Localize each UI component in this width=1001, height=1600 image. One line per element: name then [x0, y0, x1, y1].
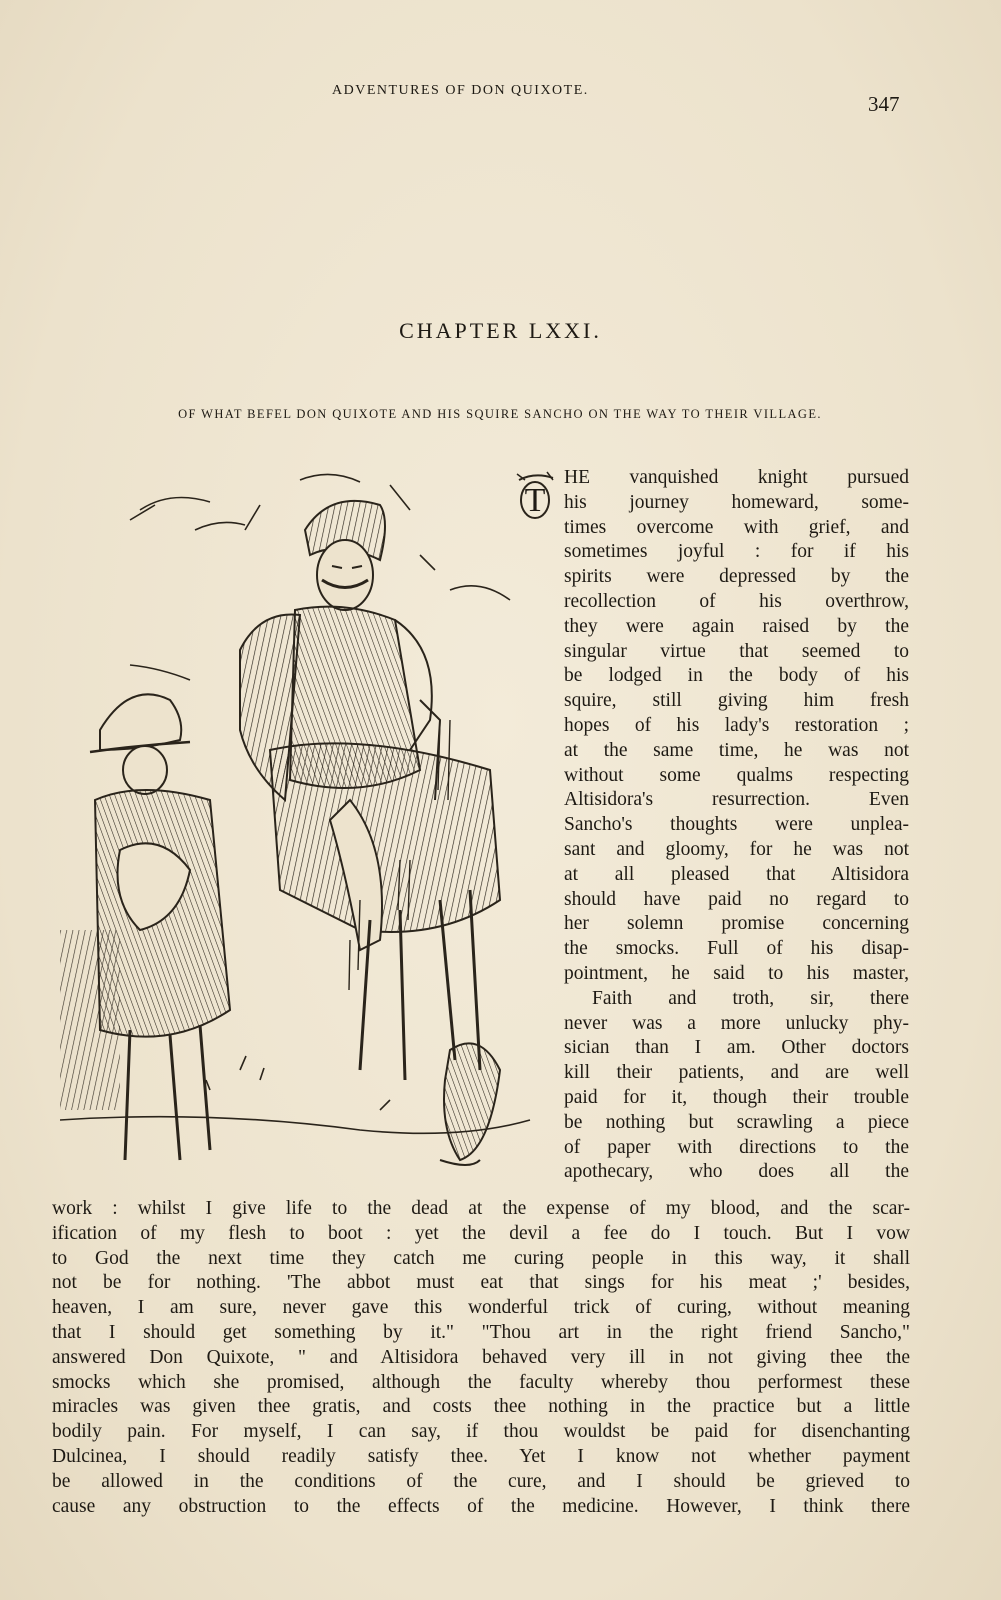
column-line: without some qualms respecting: [564, 764, 909, 786]
chapter-subtitle: OF WHAT BEFEL DON QUIXOTE AND HIS SQUIRE SANCHO ON THE WAY TO THEIR VILLAGE.: [178, 407, 822, 421]
body-line: to God the next time they catch me curing people in this way, it shall: [52, 1247, 910, 1269]
column-line: they were again raised by the: [564, 615, 909, 637]
column-line: of paper with directions to the: [564, 1136, 909, 1158]
column-line: sician than I am. Other doctors: [564, 1037, 909, 1059]
column-line: Sancho's thoughts were unplea-: [564, 814, 909, 836]
body-line: smocks which she promised, although the faculty whereby thou performest these: [52, 1371, 910, 1393]
column-line: Faith and troth, sir, there: [592, 987, 909, 1009]
column-line: should have paid no regard to: [564, 888, 909, 910]
chapter-title: CHAPTER LXXI.: [399, 318, 602, 343]
body-line: ification of my flesh to boot : yet the devil a fee do I touch. But I vow: [52, 1222, 910, 1244]
text-full-width: [52, 1197, 910, 1519]
column-line: her solemn promise concerning: [564, 913, 909, 935]
column-line: HE vanquished knight pursued: [564, 467, 909, 488]
column-line: his journey homeward, some-: [564, 491, 909, 513]
body-line: cause any obstruction to the effects of the medicine. However, I think there: [52, 1495, 910, 1517]
column-line: never was a more unlucky phy-: [564, 1012, 909, 1034]
column-line: pointment, he said to his master,: [564, 962, 909, 984]
column-line: times overcome with grief, and: [564, 516, 909, 538]
body-line: miracles was given thee gratis, and costs thee nothing in the practice but a little: [52, 1396, 910, 1418]
column-line: the smocks. Full of his disap-: [564, 938, 909, 960]
column-line: at the same time, he was not: [564, 739, 909, 761]
text-column-beside-illustration: [564, 466, 909, 1185]
column-line: kill their patients, and are well: [564, 1062, 909, 1084]
body-line: work : whilst I give life to the dead at the expense of my blood, and the scar-: [52, 1198, 910, 1219]
column-line: recollection of his overthrow,: [564, 590, 909, 612]
column-line: singular virtue that seemed to: [564, 640, 909, 662]
drop-cap: [513, 470, 557, 522]
woodcut-illustration: [60, 470, 550, 1200]
drop-cap-letter: T: [524, 482, 546, 519]
body-line: heaven, I am sure, never gave this wonderful trick of curing, without meaning: [52, 1297, 910, 1319]
column-line: spirits were depressed by the: [564, 566, 909, 588]
column-line: squire, still giving him fresh: [564, 690, 909, 712]
column-line: hopes of his lady's restoration ;: [564, 714, 909, 736]
body-line: that I should get something by it." "Thou art in the right friend Sancho,": [52, 1321, 910, 1343]
column-line: at all pleased that Altisidora: [564, 863, 909, 885]
body-line: not be for nothing. 'The abbot must eat that sings for his meat ;' besides,: [52, 1272, 910, 1294]
column-line: be nothing but scrawling a piece: [564, 1111, 909, 1133]
column-line: Altisidora's resurrection. Even: [564, 789, 909, 811]
column-line: sant and gloomy, for he was not: [564, 838, 909, 860]
body-line: be allowed in the conditions of the cure, and I should be grieved to: [52, 1470, 910, 1492]
body-line: bodily pain. For myself, I can say, if thou wouldst be paid for disenchanting: [52, 1421, 910, 1443]
woodcut-don-quixote-and-sancho-icon: [60, 470, 550, 1200]
body-line: Dulcinea, I should readily satisfy thee. Yet I know not whether payment: [52, 1445, 910, 1467]
page-number: 347: [868, 92, 900, 116]
body-line: answered Don Quixote, " and Altisidora behaved very ill in not giving thee the: [52, 1346, 910, 1368]
column-line: be lodged in the body of his: [564, 665, 909, 687]
column-line: paid for it, though their trouble: [564, 1086, 909, 1108]
column-line: sometimes joyful : for if his: [564, 541, 909, 563]
running-head: ADVENTURES OF DON QUIXOTE.: [332, 83, 589, 98]
column-line: apothecary, who does all the: [564, 1161, 909, 1183]
